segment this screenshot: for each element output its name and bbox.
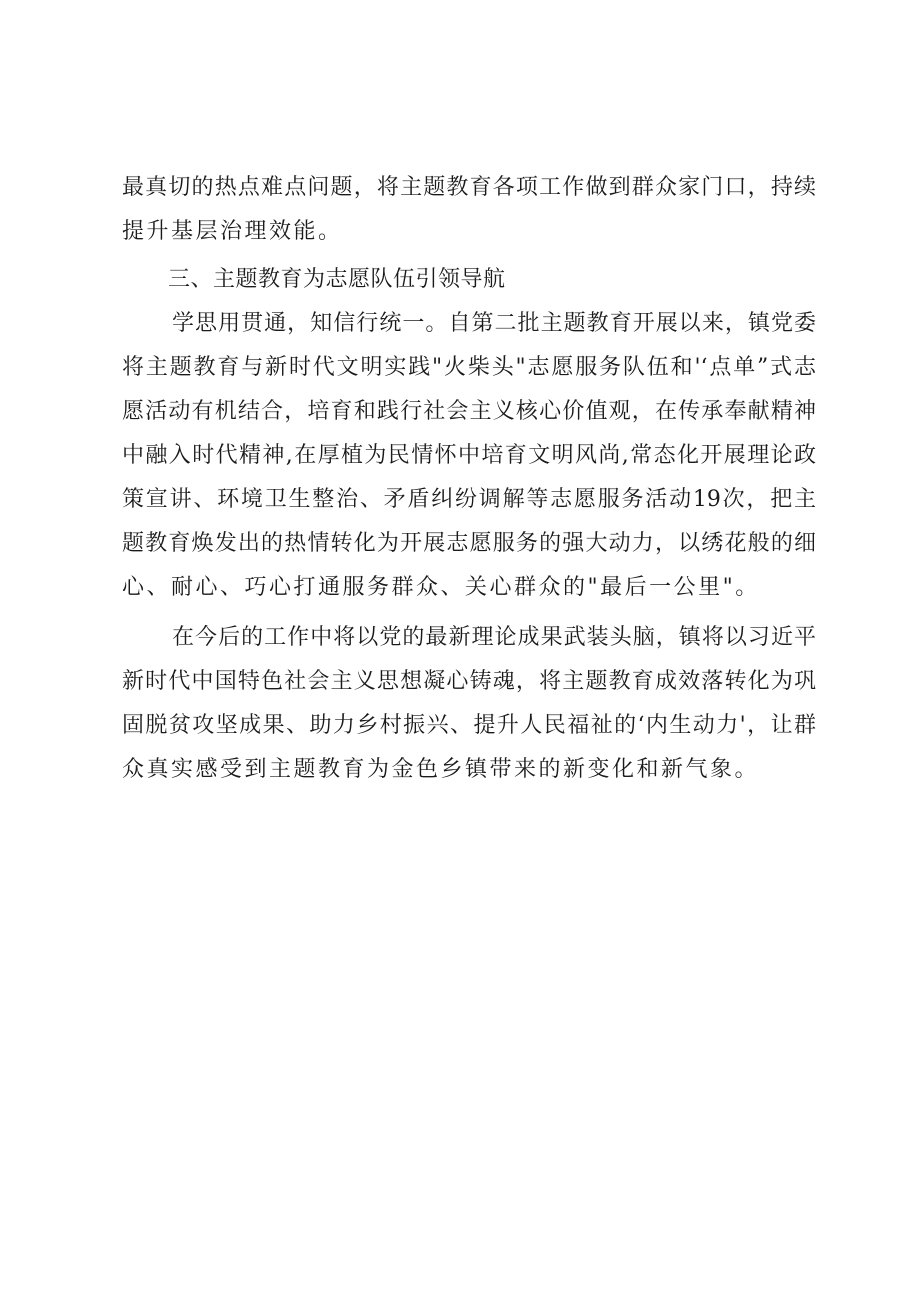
paragraph-line: 题教育焕发出的热情转化为开展志愿服务的强大动力，以绣花般的细 [122, 531, 816, 556]
paragraph-line: 愿活动有机结合，培育和践行社会主义核心价值观，在传承奉献精神 [122, 399, 816, 424]
paragraph-line: 众真实感受到主题教育为金色乡镇带来的新变化和新气象。 [122, 757, 760, 782]
paragraph-line: 在今后的工作中将以党的最新理论成果武装头脑，镇将以习近平 [172, 625, 816, 650]
paragraph-line: 提升基层治理效能。 [122, 219, 343, 244]
paragraph-line: 固脱贫攻坚成果、助力乡村振兴、提升人民福祉的‘内生动力'，让群 [122, 713, 816, 738]
paragraph-volunteer [122, 302, 816, 610]
paragraph-future [122, 616, 816, 792]
paragraph-line: 策宣讲、环境卫生整治、矛盾纠纷调解等志愿服务活动19次，把主 [122, 487, 816, 512]
paragraph-line: 心、耐心、巧心打通服务群众、关心群众的"最后一公里"。 [122, 575, 760, 600]
paragraph-line: 新时代中国特色社会主义思想凝心铸魂，将主题教育成效落转化为巩 [122, 669, 816, 694]
paragraph-line: 将主题教育与新时代文明实践"火柴头"志愿服务队伍和'‘点单”式志 [122, 355, 816, 380]
document-body [122, 166, 816, 792]
paragraph-line: 中融入时代精神,在厚植为民情怀中培育文明风尚,常态化开展理论政 [122, 443, 816, 468]
paragraph-intro [122, 166, 816, 254]
section-heading: 三、主题教育为志愿队伍引领导航 [168, 267, 506, 292]
paragraph-line: 最真切的热点难点问题，将主题教育各项工作做到群众家门口，持续 [122, 175, 816, 200]
paragraph-line: 学思用贯通，知信行统一。自第二批主题教育开展以来，镇党委 [172, 311, 816, 336]
